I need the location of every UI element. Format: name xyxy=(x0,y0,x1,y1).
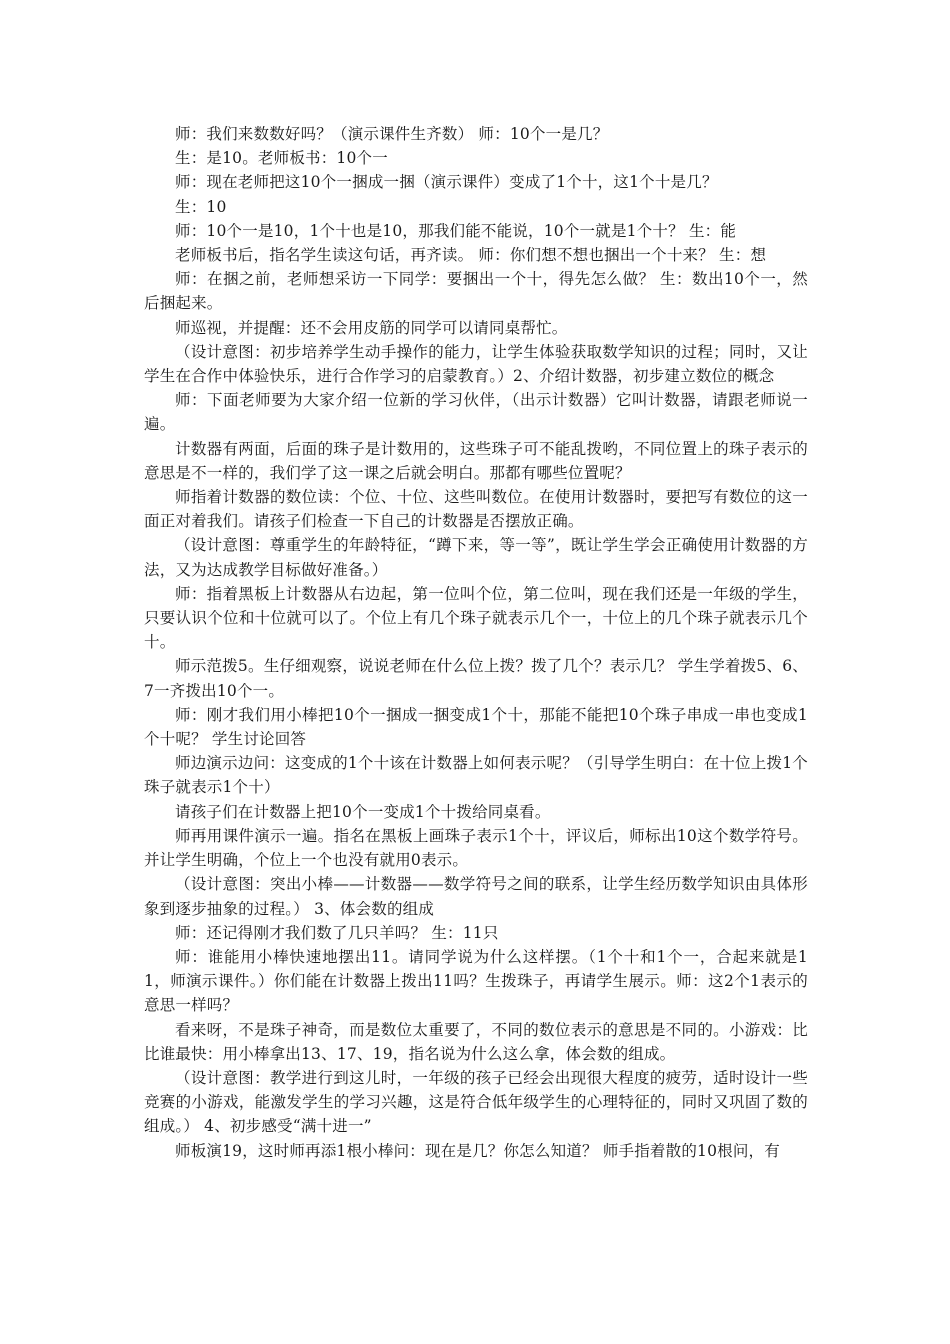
document-body xyxy=(144,122,808,1163)
paragraph: （设计意图：初步培养学生动手操作的能力，让学生体验获取数学知识的过程；同时，又让学生在合作中体验快乐，进行合作学习的启蒙教育。）2、介绍计数器，初步建立数位的概念 xyxy=(144,342,808,386)
paragraph: 看来呀，不是珠子神奇，而是数位太重要了，不同的数位表示的意思是不同的。小游戏：比比谁最快：用小棒拿出13、17、19，指名说为什么这么拿，体会数的组成。 xyxy=(144,1020,808,1063)
paragraph: 请孩子们在计数器上把10个一变成1个十拨给同桌看。 xyxy=(175,802,551,821)
paragraph: 师再用课件演示一遍。指名在黑板上画珠子表示1个十，评议后，师标出10这个数学符号。并让学生明确，个位上一个也没有就用0表示。 xyxy=(144,826,808,870)
paragraph: 师巡视，并提醒：还不会用皮筋的同学可以请同桌帮忙。 xyxy=(175,318,568,337)
paragraph: 师示范拨5。生仔细观察，说说老师在什么位上拨？拨了几个？表示几？ 学生学着拨5、6、7一齐拨出10个一。 xyxy=(144,657,808,700)
paragraph: 生：是10。老师板书：10个一 xyxy=(175,149,388,168)
paragraph: 师：在捆之前，老师想采访一下同学：要捆出一个十，得先怎么做？ 生：数出10个一，然后捆起来。 xyxy=(144,270,808,313)
paragraph: 师：我们来数数好吗？（演示课件生齐数） 师：10个一是几？ xyxy=(175,125,609,143)
paragraph: 生：10 xyxy=(175,197,227,216)
paragraph: （设计意图：尊重学生的年龄特征，“蹲下来，等一等”，既让学生学会正确使用计数器的方法，又为达成教学目标做好准备。） xyxy=(144,536,808,579)
paragraph: 计数器有两面，后面的珠子是计数用的，这些珠子可不能乱拨哟，不同位置上的珠子表示的意思是不一样的，我们学了这一课之后就会明白。那都有哪些位置呢？ xyxy=(144,439,808,482)
paragraph: 师板演19，这时师再添1根小棒问：现在是几？你怎么知道？ 师手指着散的10根问，有 xyxy=(175,1141,780,1160)
paragraph: 老师板书后，指名学生读这句话，再齐读。 师：你们想不想也捆出一个十来？ 生：想 xyxy=(175,246,767,265)
paragraph: 师：10个一是10，1个十也是10，那我们能不能说，10个一就是1个十？ 生：能 xyxy=(175,221,737,240)
paragraph: （设计意图：突出小棒——计数器——数学符号之间的联系，让学生经历数学知识由具体形象到逐步抽象的过程。） 3、体会数的组成 xyxy=(144,875,808,918)
paragraph: 师：指着黑板上计数器从右边起，第一位叫个位，第二位叫，现在我们还是一年级的学生，只要认识个位和十位就可以了。个位上有几个珠子就表示几个一，十位上的几个珠子就表示几个十。 xyxy=(144,584,808,652)
paragraph: 师：谁能用小棒快速地摆出11。请同学说为什么这样摆。（1个十和1个一，合起来就是11，师演示课件。）你们能在计数器上拨出11吗？生拨珠子，再请学生展示。师：这2个1表示的意思一样吗？ xyxy=(144,947,808,1015)
paragraph: 师边演示边问：这变成的1个十该在计数器上如何表示呢？（引导学生明白：在十位上拨1个珠子就表示1个十） xyxy=(144,754,808,797)
paragraph: （设计意图：教学进行到这儿时，一年级的孩子已经会出现很大程度的疲劳，适时设计一些竞赛的小游戏，能激发学生的学习兴趣，这是符合低年级学生的心理特征的，同时又巩固了数的组成。） 4、初步感受“满十进一” xyxy=(144,1068,808,1136)
paragraph: 师：刚才我们用小棒把10个一捆成一捆变成1个十，那能不能把10个珠子串成一串也变成1个十呢？ 学生讨论回答 xyxy=(144,705,808,749)
paragraph: 师：还记得刚才我们数了几只羊吗？ 生：11只 xyxy=(175,923,499,942)
paragraph: 师：下面老师要为大家介绍一位新的学习伙伴，（出示计数器）它叫计数器，请跟老师说一遍。 xyxy=(144,391,808,434)
paragraph: 师：现在老师把这10个一捆成一捆（演示课件）变成了1个十，这1个十是几？ xyxy=(175,173,718,192)
paragraph: 师指着计数器的数位读：个位、十位、这些叫数位。在使用计数器时，要把写有数位的这一面正对着我们。请孩子们检查一下自己的计数器是否摆放正确。 xyxy=(144,488,808,531)
